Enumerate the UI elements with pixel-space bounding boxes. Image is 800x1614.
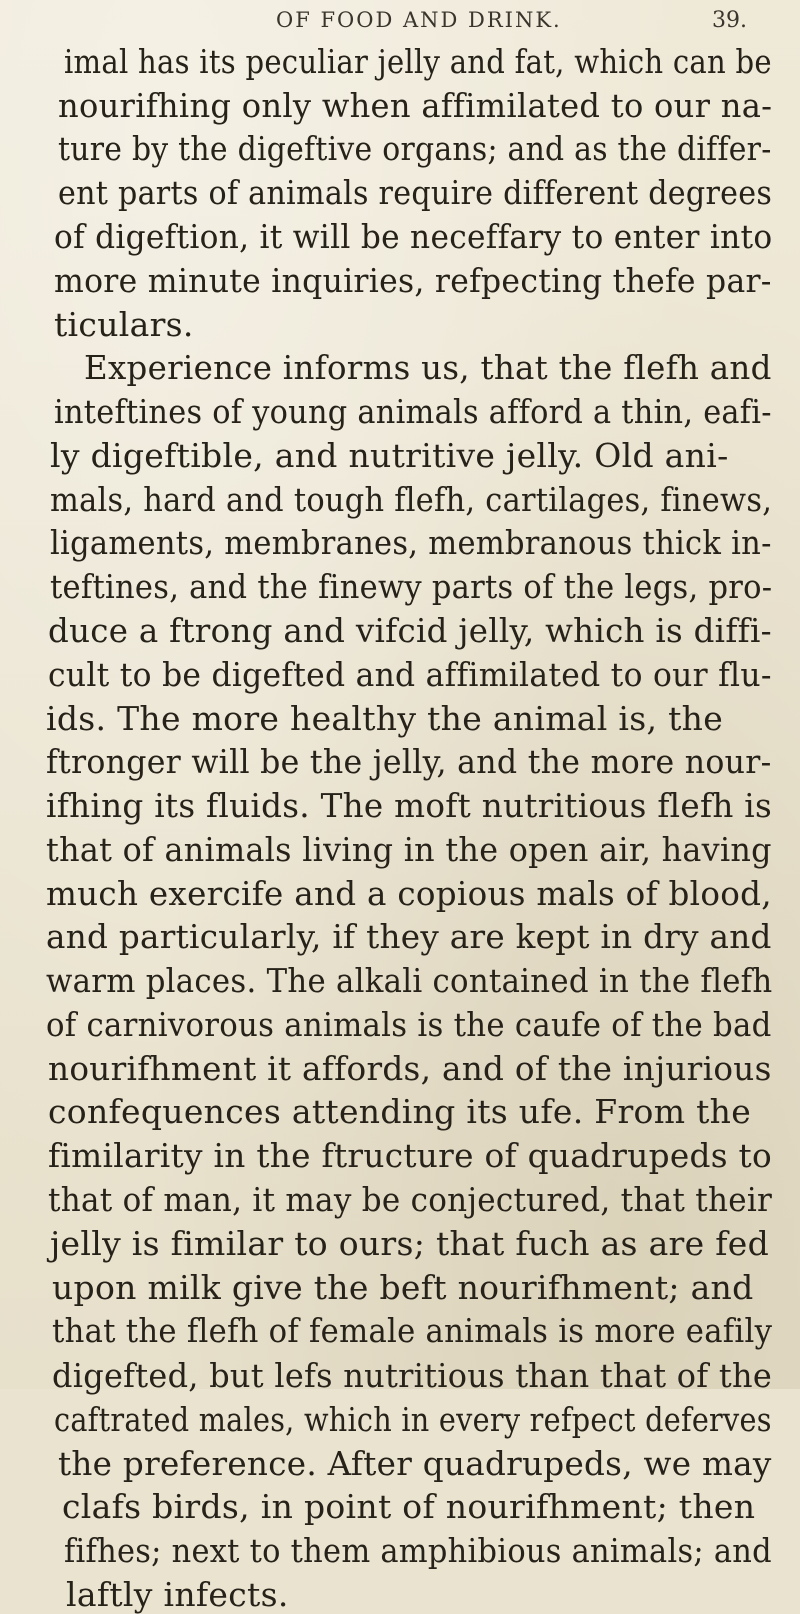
- text-line: confequences attending its ufe. From the: [48, 1092, 752, 1131]
- text-line: digefted, but lefs nutritious than that of the: [52, 1356, 773, 1395]
- text-line: much exercife and a copious mals of blood,: [46, 874, 772, 913]
- page-number: 39.: [712, 8, 747, 33]
- text-line: mals, hard and tough flefh, cartilages, finews,: [50, 480, 773, 519]
- text-line: cult to be digefted and affimilated to our flu-: [48, 655, 772, 694]
- text-line: of digeftion, it will be neceffary to enter into: [54, 217, 773, 256]
- text-line: and particularly, if they are kept in dry and: [46, 917, 772, 956]
- text-line: that the flefh of female animals is more eafily: [52, 1311, 773, 1350]
- text-line: that of man, it may be conjectured, that their: [48, 1180, 773, 1219]
- text-line: laftly infects.: [66, 1575, 289, 1614]
- text-line: ligaments, membranes, membranous thick in-: [50, 523, 772, 562]
- text-line: nourifhment it affords, and of the injurious: [48, 1049, 772, 1088]
- text-line: inteftines of young animals afford a thin, eafi-: [54, 392, 772, 431]
- text-line: ftronger will be the jelly, and the more nour-: [46, 742, 772, 781]
- text-line: Experience informs us, that the flefh and: [84, 348, 772, 387]
- text-line: ticulars.: [54, 305, 194, 344]
- text-line: of carnivorous animals is the caufe of the bad: [46, 1005, 772, 1044]
- text-line: jelly is fimilar to ours; that fuch as are fed: [50, 1224, 770, 1263]
- text-line: ids. The more healthy the animal is, the: [46, 699, 724, 738]
- text-line: teftines, and the finewy parts of the legs, pro-: [50, 567, 773, 606]
- text-line: ent parts of animals require different degrees: [58, 173, 773, 212]
- text-line: more minute inquiries, refpecting thefe par-: [54, 261, 772, 300]
- text-line: fifhes; next to them amphibious animals; and: [64, 1531, 772, 1570]
- text-line: warm places. The alkali contained in the flefh: [46, 961, 773, 1000]
- running-head: [0, 2, 800, 46]
- text-line: caftrated males, which in every refpect deferves: [54, 1400, 772, 1439]
- running-title: OF FOOD AND DRINK.: [276, 8, 562, 32]
- text-line: clafs birds, in point of nourifhment; then: [62, 1487, 756, 1526]
- text-line: ifhing its fluids. The moft nutritious flefh is: [46, 786, 773, 825]
- text-line: upon milk give the beft nourifhment; and: [52, 1268, 754, 1307]
- text-line: that of animals living in the open air, having: [46, 830, 772, 869]
- text-line: the preference. After quadrupeds, we may: [58, 1444, 772, 1483]
- text-line: imal has its peculiar jelly and fat, which can be: [64, 42, 772, 81]
- text-line: fimilarity in the ftructure of quadrupeds to: [48, 1136, 773, 1175]
- text-line: nourifhing only when affimilated to our na-: [58, 86, 773, 125]
- text-line: ture by the digeftive organs; and as the differ-: [58, 129, 772, 168]
- text-line: ly digeftible, and nutritive jelly. Old ani-: [50, 436, 729, 475]
- text-line: duce a ftrong and vifcid jelly, which is diffi-: [48, 611, 772, 650]
